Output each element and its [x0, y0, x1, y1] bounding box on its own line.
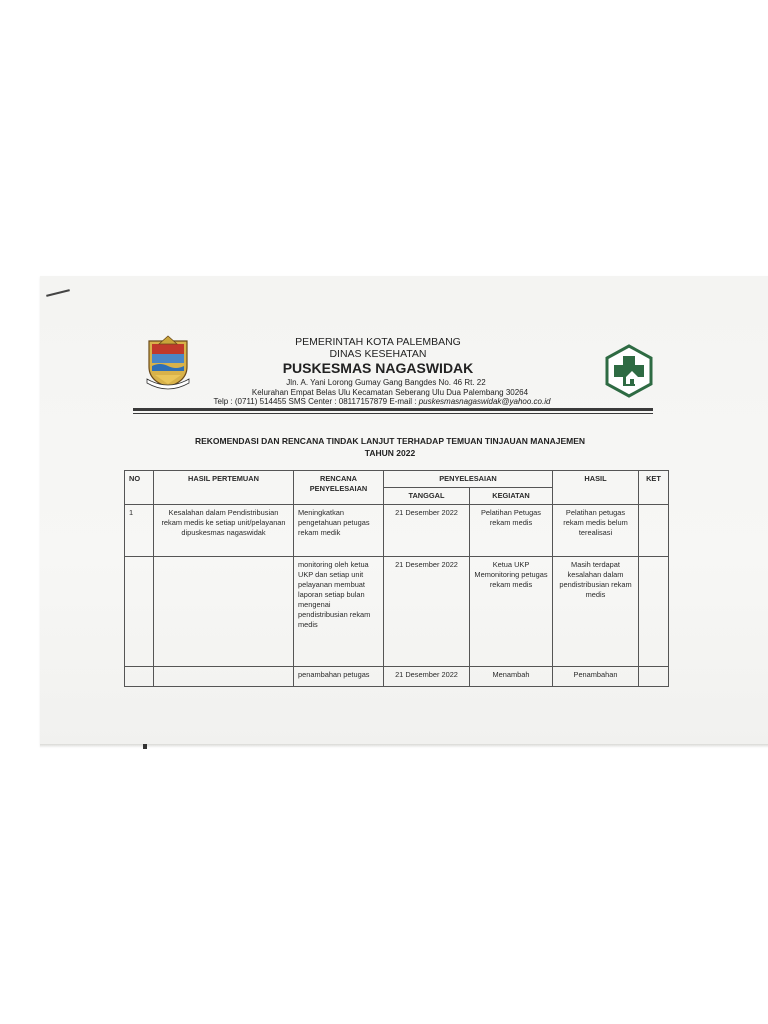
- cell-ket: [639, 504, 669, 556]
- page-edge-shadow: [40, 744, 768, 748]
- cell-ket: [639, 666, 669, 686]
- puskesmas-green-cross-icon: [604, 344, 654, 398]
- cell-no: 1: [125, 504, 154, 556]
- header-phone: Telp : (0711) 514455 SMS Center : 08117157879 E-mail :: [213, 397, 419, 406]
- col-ket: KET: [639, 471, 669, 505]
- document-year: TAHUN 2022: [364, 448, 416, 458]
- recommendation-table: [124, 470, 669, 687]
- table-header-row: [125, 471, 669, 488]
- cell-hasil: Masih terdapat kesalahan dalam pendistribusian rekam medis: [553, 556, 639, 666]
- header-department: DINAS KESEHATAN: [329, 348, 427, 360]
- header-contact: [192, 397, 572, 406]
- col-hasil: HASIL: [553, 471, 639, 505]
- header-government: PEMERINTAH KOTA PALEMBANG: [295, 336, 461, 348]
- cell-tanggal: 21 Desember 2022: [384, 504, 470, 556]
- cell-no: [125, 556, 154, 666]
- col-penyelesaian: PENYELESAIAN: [384, 471, 553, 488]
- cell-no: [125, 666, 154, 686]
- cell-tanggal: 21 Desember 2022: [384, 666, 470, 686]
- cell-rencana: monitoring oleh ketua UKP dan setiap unit pelayanan membuat laporan setiap bulan mengenai pendistribusian rekam medis: [294, 556, 384, 666]
- cell-kegiatan: Ketua UKP Memonitoring petugas rekam medis: [470, 556, 553, 666]
- header-address-district: Kelurahan Empat Belas Ulu Kecamatan Seberang Ulu Dua Palembang 30264: [251, 388, 529, 397]
- col-rencana: RENCANA PENYELESAIAN: [294, 471, 384, 505]
- header-email: puskesmasnagaswidak@yahoo.co.id: [418, 397, 551, 406]
- cell-hasil-pertemuan: [154, 556, 294, 666]
- col-kegiatan: KEGIATAN: [470, 487, 553, 504]
- cell-rencana: penambahan petugas: [294, 666, 384, 686]
- corner-mark: [143, 744, 147, 749]
- cell-rencana: Meningkatkan pengetahuan petugas rekam medik: [294, 504, 384, 556]
- table-row: [125, 666, 669, 686]
- cell-kegiatan: Menambah: [470, 666, 553, 686]
- header-organization: PUSKESMAS NAGASWIDAK: [282, 360, 474, 376]
- cell-hasil: Pelatihan petugas rekam medis belum terealisasi: [553, 504, 639, 556]
- col-no: NO: [125, 471, 154, 505]
- cell-hasil-pertemuan: Kesalahan dalam Pendistribusian rekam medis ke setiap unit/pelayanan dipuskesmas nagaswidak: [154, 504, 294, 556]
- palembang-city-emblem-icon: [145, 333, 191, 391]
- header-address-street: Jln. A. Yani Lorong Gumay Gang Bangdes No. 46 Rt. 22: [286, 378, 486, 387]
- header-divider-thick: [133, 408, 653, 411]
- cell-hasil: Penambahan: [553, 666, 639, 686]
- col-tanggal: TANGGAL: [384, 487, 470, 504]
- cell-kegiatan: Pelatihan Petugas rekam medis: [470, 504, 553, 556]
- table-row: [125, 504, 669, 556]
- table-row: [125, 556, 669, 666]
- cell-tanggal: 21 Desember 2022: [384, 556, 470, 666]
- header-divider-thin: [133, 413, 653, 414]
- cell-hasil-pertemuan: [154, 666, 294, 686]
- col-hasil-pertemuan: HASIL PERTEMUAN: [154, 471, 294, 505]
- document-title: REKOMENDASI DAN RENCANA TINDAK LANJUT TERHADAP TEMUAN TINJAUAN MANAJEMEN: [194, 436, 586, 446]
- cell-ket: [639, 556, 669, 666]
